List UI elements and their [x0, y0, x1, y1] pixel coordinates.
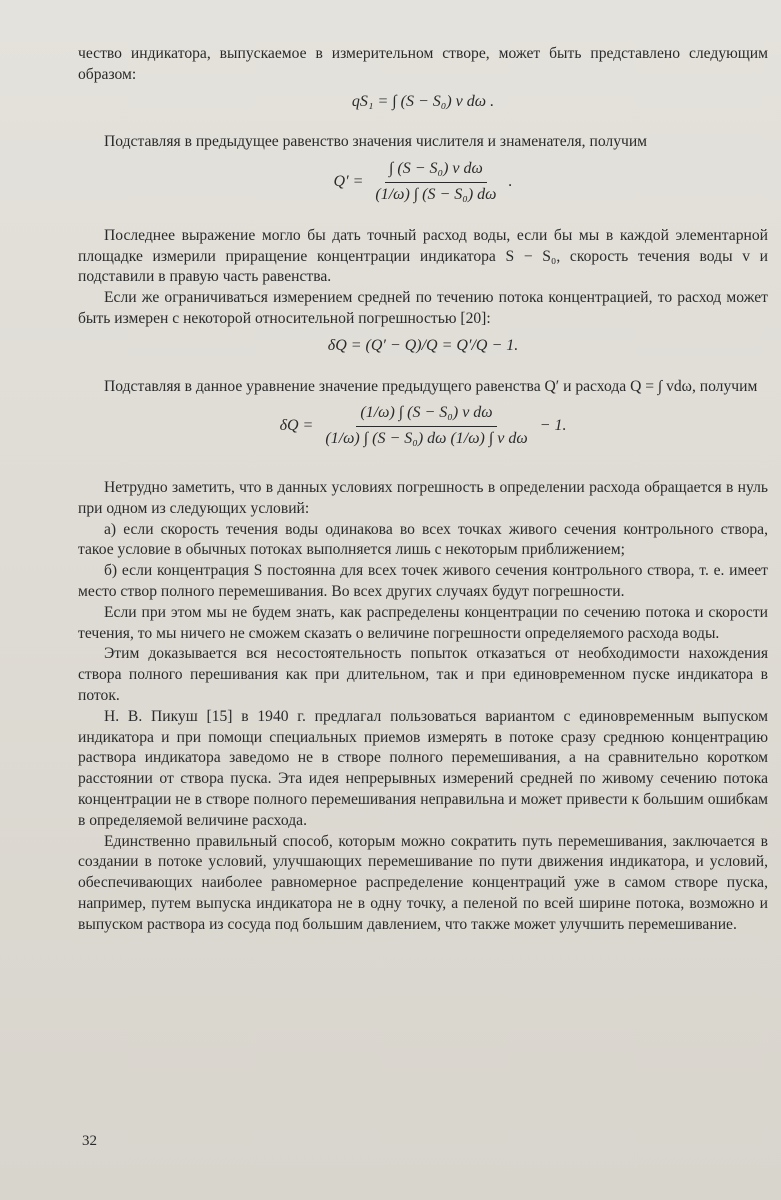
formula-q-prime-lhs: Q′ = [333, 173, 364, 191]
formula-q-prime-numerator: ∫ (S − S₀) v dω [385, 159, 487, 183]
formula-q-prime: Q′ = $\frac{\text{∫ (S − S₀) v dω}}{\text{(1/ω) ∫ (S − S₀) dω}}$ . [78, 159, 768, 206]
page-number: 32 [82, 1133, 97, 1149]
paragraph-exact-flow: Последнее выражение могло бы дать точный расход воды, если бы мы в каждой элементарной площадке измерили приращение концентрации индикатора S − S₀, скорость течения воды v и подставили в правую часть равенства. [78, 226, 768, 286]
formula-delta-q-numerator: (1/ω) ∫ (S − S₀) v dω [356, 403, 496, 427]
formula-qs1: qS₁ = ∫ (S − S₀) v dω . [351, 92, 495, 110]
formula-delta-q: δQ = (Q′ − Q)/Q = Q′/Q − 1. [327, 336, 519, 354]
paragraph-inconsistency: Этим доказывается вся несостоятельность попыток отказаться от необходимости нахождения створа полного перешивания как при длительном, так и при единовременном пуске индикатора в поток. [78, 645, 768, 704]
paragraph-substitute-q: Подставляя в данное уравнение значение предыдущего равенства Q′ и расхода Q = ∫ vdω, получим [104, 377, 758, 395]
page-content [78, 44, 768, 935]
formula-delta-q-full-lhs: δQ = [279, 417, 314, 435]
formula-delta-q-full: δQ = $\frac{\text{(1/ω) ∫ (S − S₀) v dω}}{\text{(1/ω) ∫ (S − S₀) dω (1/ω) ∫ v dω}}$ − 1. [78, 403, 768, 450]
formula-delta-q-denominator: (1/ω) ∫ (S − S₀) dω (1/ω) ∫ v dω [325, 430, 528, 448]
paragraph-pikush: Н. В. Пикуш [15] в 1940 г. предлагал пользоваться вариантом с единовременным выпуском индикатора и при помощи специальных приемов измерять в потоке сразу среднюю концентрацию раствора индикатора заведомо не в створе полного перемешивания, а на сравнительно коротком расстоянии от створа пуска. Эта идея непрерывных измерений средней по живому сечению потока концентрации не в створе полного перемешивания неправильна и может привести к большим ошибкам в определяемой величине расхода. [78, 707, 768, 829]
paragraph-continuation: чество индикатора, выпускаемое в измерительном створе, может быть представлено следующим образом: [78, 45, 768, 83]
formula-q-prime-denominator: (1/ω) ∫ (S − S₀) dω [375, 185, 497, 203]
paragraph-correct-method: Единственно правильный способ, которым можно сократить путь перемешивания, заключается в создании в потоке условий, улучшающих перемешивание по пути движения индикатора, и условий, обеспечивающих наиболее равномерное распределение концентраций уже в самом створе пуска, например, путем выпуска индикатора не в одну точку, а пеленой по всей ширине потока, возможно и выпуском раствора из сосуда под большим давлением, что также может улучшить перемешивание. [78, 832, 768, 933]
paragraph-conditions-intro: Нетрудно заметить, что в данных условиях погрешность в определении расхода обращается в нуль при одном из следующих условий: [78, 478, 768, 517]
paragraph-condition-b: б) если концентрация S постоянна для всех точек живого сечения контрольного створа, т. е. имеет место створ полного перемешивания. Во всех других случаях будут погрешности. [78, 562, 768, 600]
formula-delta-q-fraction [321, 403, 531, 450]
paragraph-unknown-distribution: Если при этом мы не будем знать, как распределены концентрации по сечению потока и скорости течения, то мы ничего не сможем сказать о величине погрешности определяемого расхода воды. [78, 603, 768, 642]
paragraph-condition-a: а) если скорость течения воды одинакова во всех точках живого сечения контрольного створа, такое условие в обычных потоках выполняется лишь с некоторым приближением; [78, 520, 768, 559]
paragraph-substitute: Подставляя в предыдущее равенство значения числителя и знаменателя, получим [104, 133, 648, 151]
paragraph-relative-error: Если же ограничиваться измерением средней по течению потока концентрацией, то расход может быть измерен с некоторой относительной погрешностью [20]: [78, 289, 768, 327]
formula-q-prime-fraction [371, 159, 500, 206]
